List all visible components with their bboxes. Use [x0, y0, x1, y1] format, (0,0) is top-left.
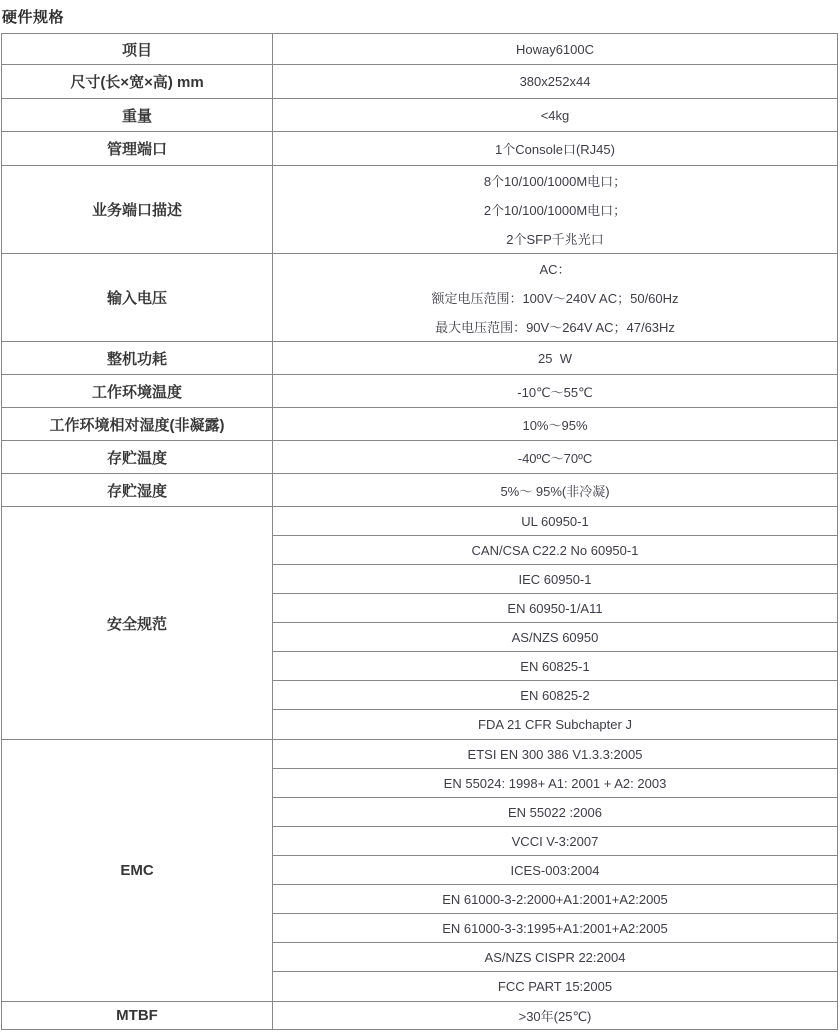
spec-label: 存贮温度 [2, 441, 273, 473]
spec-value-line: 额定电压范围：100V～240V AC；50/60Hz [431, 291, 679, 306]
spec-value-line: ETSI EN 300 386 V1.3.3:2005 [273, 740, 837, 769]
spec-value-line: EN 61000-3-3:1995+A1:2001+A2:2005 [273, 914, 837, 943]
spec-value [273, 507, 837, 739]
spec-row [2, 408, 837, 441]
spec-value [273, 65, 837, 98]
spec-value-line: FCC PART 15:2005 [497, 979, 613, 994]
spec-row [2, 474, 837, 507]
spec-value [273, 408, 837, 440]
spec-value-line: 2个SFP千兆光口 [506, 232, 604, 247]
spec-value-line: ICES-003:2004 [273, 856, 837, 885]
spec-row [2, 99, 837, 132]
spec-value-line: UL 60950-1 [273, 507, 837, 536]
spec-label: 业务端口描述 [2, 166, 273, 253]
spec-value-line: <4kg [540, 107, 570, 123]
spec-value-line: EN 55022 :2006 [273, 798, 837, 827]
spec-value-line: EN 55024: 1998+ A1: 2001 + A2: 2003 [273, 769, 837, 798]
spec-row [2, 1002, 837, 1029]
spec-value-line: EN 61000-3-2:2000+A1:2001+A2:2005 [273, 885, 837, 914]
spec-table [1, 33, 838, 1030]
spec-value [273, 740, 837, 1001]
spec-value-line: 2个10/100/1000M电口； [483, 203, 627, 218]
spec-label: 工作环境相对湿度(非凝露) [2, 408, 273, 440]
spec-row [2, 254, 837, 342]
spec-row [2, 507, 837, 740]
spec-row [2, 740, 837, 1002]
spec-value-line: IEC 60950-1 [273, 565, 837, 594]
page-title: 硬件规格 [2, 9, 65, 26]
spec-value [273, 254, 837, 341]
spec-value-line: 1个Console口(RJ45) [495, 142, 615, 157]
spec-value-line: 25 W [538, 350, 572, 366]
spec-value-line: 380x252x44 [519, 74, 591, 89]
spec-row [2, 65, 837, 99]
spec-value [273, 441, 837, 473]
spec-row [2, 441, 837, 474]
spec-value [273, 342, 837, 374]
spec-label: 输入电压 [2, 254, 273, 341]
spec-value-line: 5%～ 95%(非冷凝) [500, 483, 610, 499]
spec-row [2, 34, 837, 65]
spec-row [2, 342, 837, 375]
spec-label: 重量 [2, 99, 273, 131]
spec-value [273, 1002, 837, 1029]
spec-label: EMC [2, 740, 273, 1001]
spec-label: 管理端口 [2, 132, 273, 165]
spec-label: 尺寸(长×宽×高) mm [2, 65, 273, 98]
spec-value-line: -10℃～55℃ [517, 384, 593, 400]
spec-value-line: -40ºC～70ºC [517, 450, 593, 466]
spec-value-line: CAN/CSA C22.2 No 60950-1 [273, 536, 837, 565]
spec-value [273, 375, 837, 407]
spec-label: 项目 [2, 34, 273, 64]
spec-label: 整机功耗 [2, 342, 273, 374]
spec-value [273, 132, 837, 165]
spec-row [2, 132, 837, 166]
spec-label: 存贮湿度 [2, 474, 273, 506]
spec-value-line: EN 60825-2 [273, 681, 837, 710]
spec-value [273, 99, 837, 131]
spec-label: 工作环境温度 [2, 375, 273, 407]
spec-value-line: 8个10/100/1000M电口； [483, 174, 627, 189]
spec-value-line: EN 60950-1/A11 [273, 594, 837, 623]
spec-label: 安全规范 [2, 507, 273, 739]
spec-value-line: 10%～95% [522, 417, 588, 433]
spec-row [2, 375, 837, 408]
spec-value [273, 166, 837, 253]
spec-label: MTBF [2, 1002, 273, 1029]
spec-value-line: Howay6100C [515, 41, 595, 57]
spec-value-line: VCCI V-3:2007 [273, 827, 837, 856]
spec-value-line: AS/NZS 60950 [273, 623, 837, 652]
spec-value [273, 34, 837, 64]
spec-value-line: AC： [539, 262, 571, 277]
spec-value-line: AS/NZS CISPR 22:2004 [273, 943, 837, 972]
spec-value-line: EN 60825-1 [273, 652, 837, 681]
spec-value [273, 474, 837, 506]
spec-value-line: >30年(25℃) [518, 1009, 592, 1024]
spec-row [2, 166, 837, 254]
spec-value-line: FDA 21 CFR Subchapter J [478, 717, 632, 732]
spec-value-line: 最大电压范围：90V～264V AC；47/63Hz [435, 320, 675, 335]
